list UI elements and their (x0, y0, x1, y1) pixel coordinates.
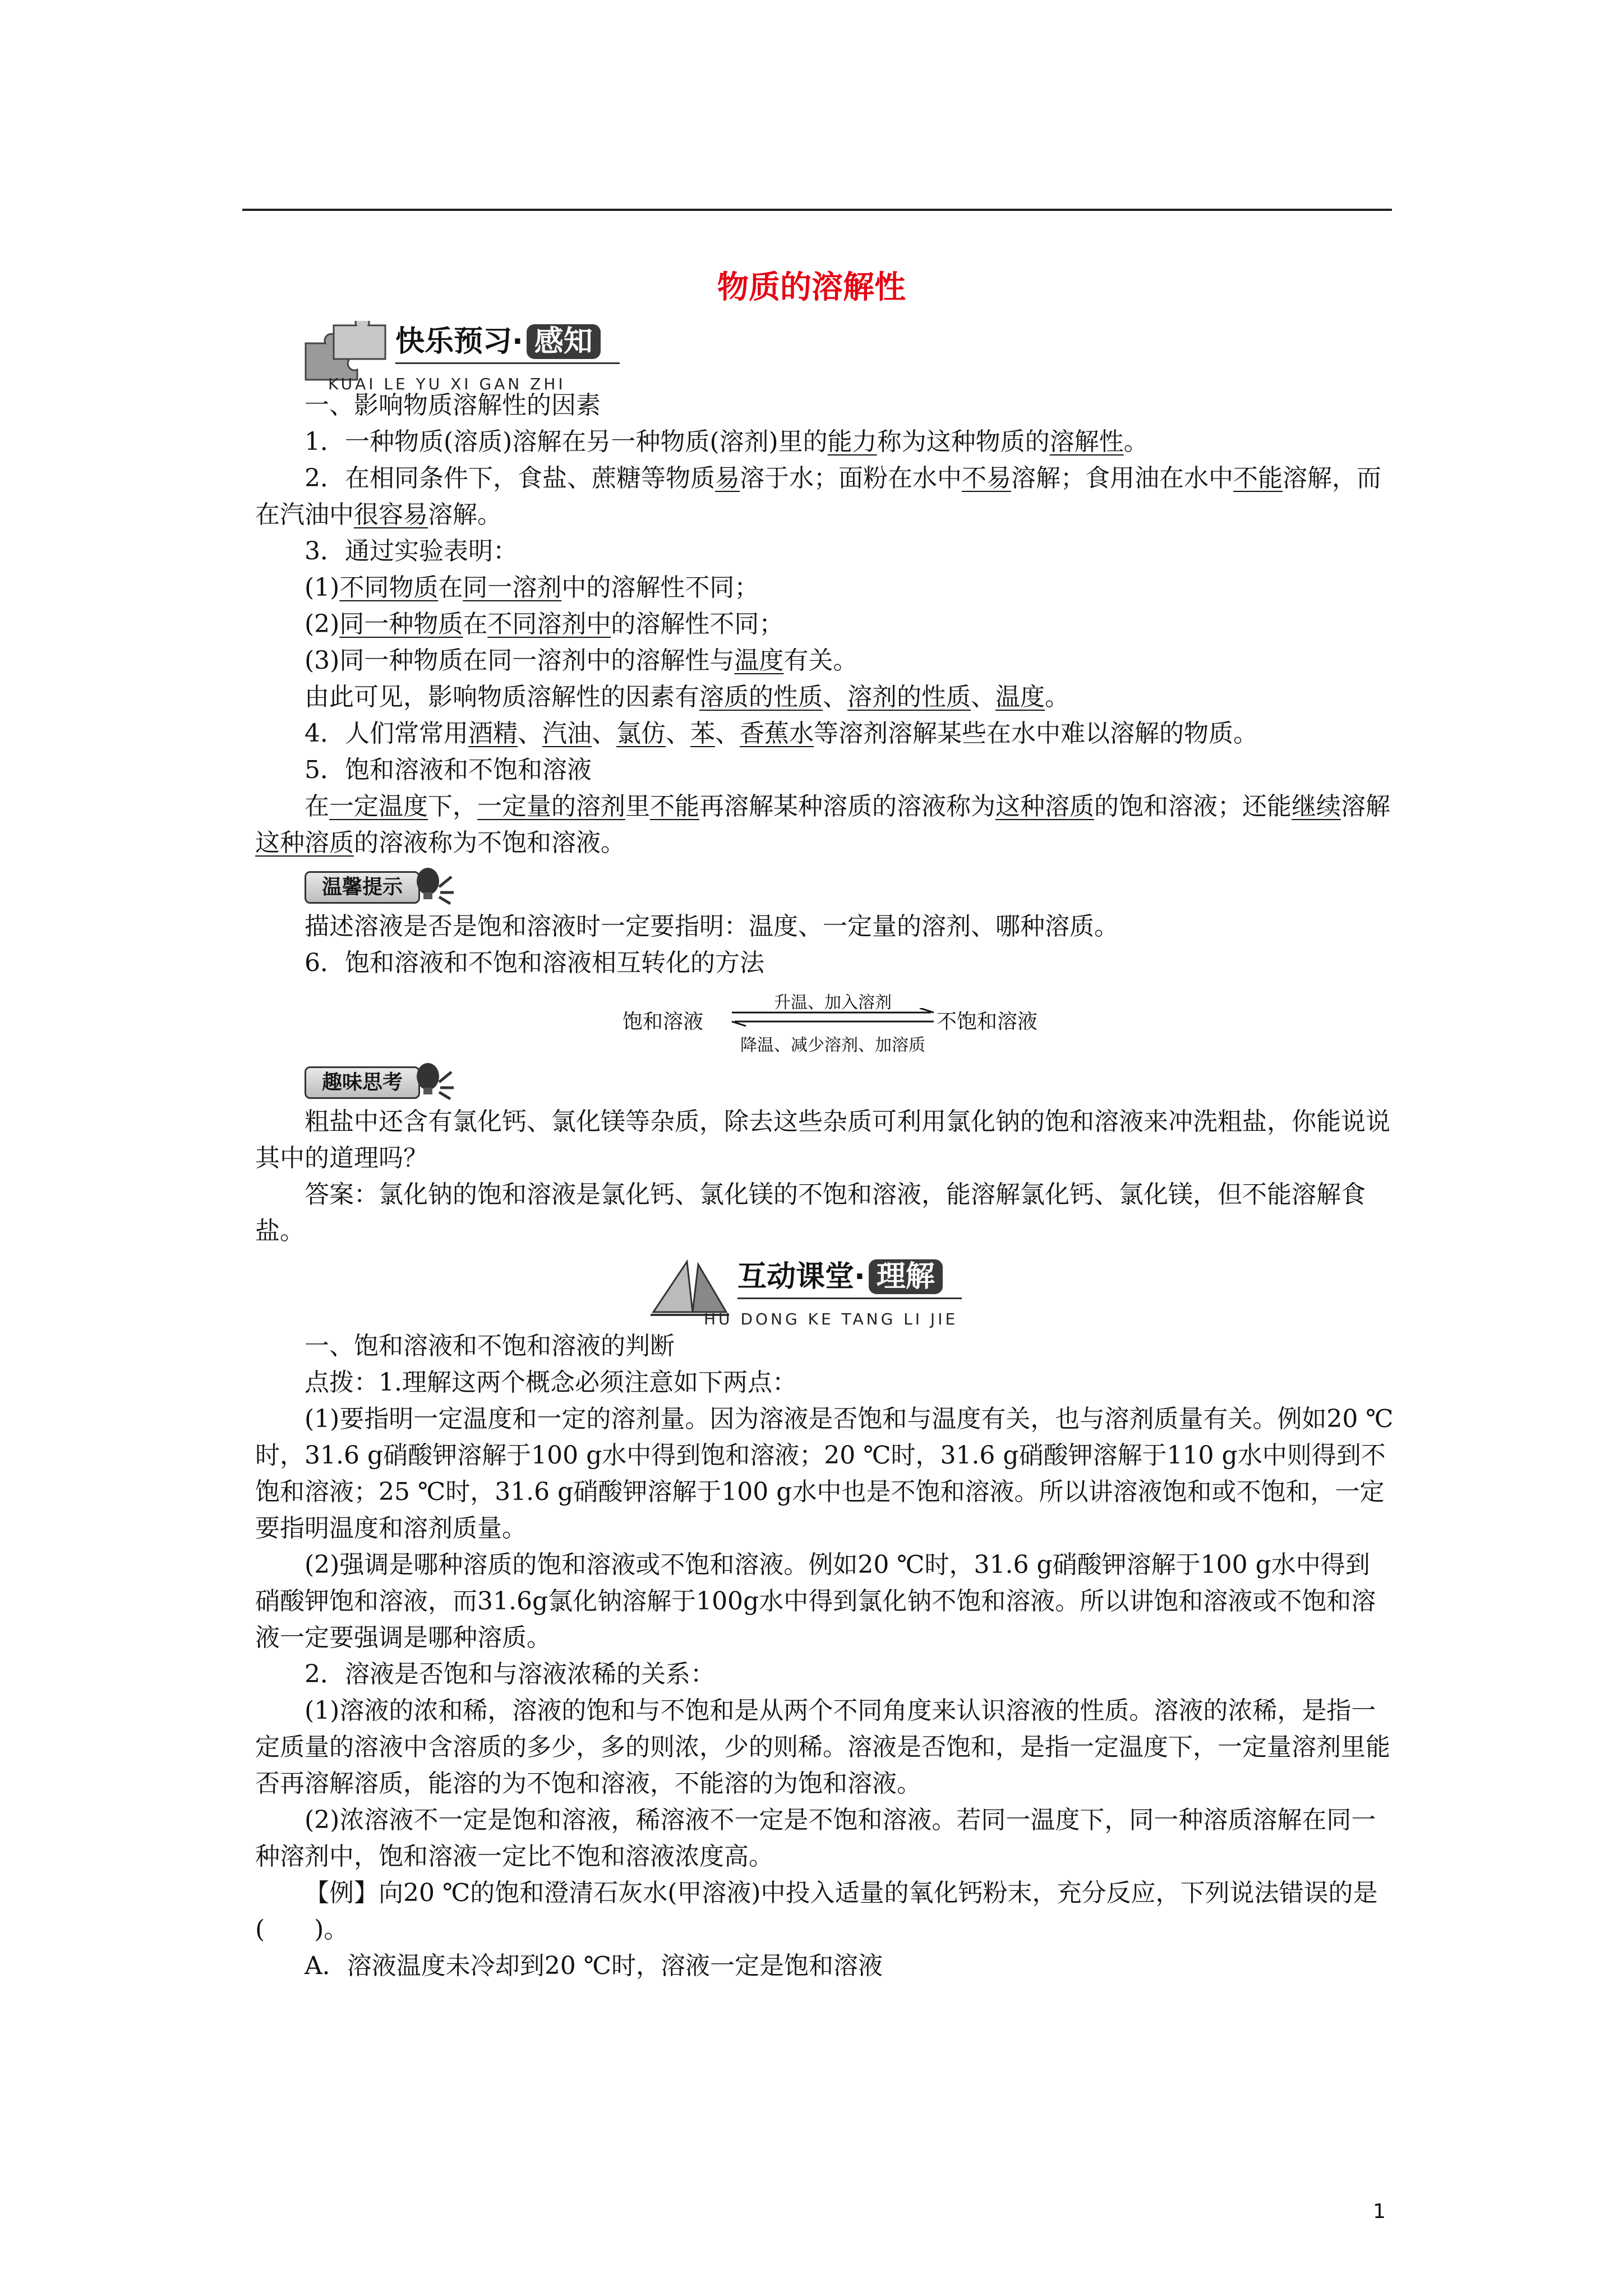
text-run: 、 (823, 683, 847, 711)
text-run: 里 (625, 792, 650, 821)
paragraph-3d (255, 679, 1394, 715)
tip-tag: 温馨提示 (305, 871, 420, 904)
banner-title: 互动课堂· 理解 (737, 1257, 943, 1296)
banner-underline (395, 362, 620, 364)
text-run: 2．在相同条件下，食盐、蔗糖等物质 (305, 464, 715, 493)
thinking-box (305, 1060, 1394, 1101)
paragraph: 2．溶液是否饱和与溶液浓稀的关系： (305, 1660, 715, 1688)
section-banner-preview (255, 314, 1394, 393)
paragraph-4 (255, 715, 1394, 752)
lightbulb-icon (411, 1060, 456, 1101)
text-run: 再溶解某种溶质的溶液称为 (699, 792, 995, 821)
text-run: (1) (305, 573, 340, 602)
paragraph-5: 5．饱和溶液和不饱和溶液 (305, 756, 592, 784)
paragraph: (2)浓溶液不一定是饱和溶液，稀溶液不一定是不饱和溶液。若同一温度下，同一种溶质溶解在同一种溶剂中，饱和溶液一定比不饱和溶液浓度高。 (255, 1806, 1376, 1871)
paragraph-6: 6．饱和溶液和不饱和溶液相互转化的方法 (305, 949, 764, 977)
page-number: 1 (1373, 2200, 1386, 2223)
text-run: 在 (463, 610, 488, 638)
forward-condition: 升温、加入溶剂 (774, 993, 892, 1013)
banner-highlight: 理解 (869, 1259, 943, 1294)
text-run: 。 (1123, 427, 1149, 456)
paragraph: (2)强调是哪种溶质的饱和溶液或不饱和溶液。例如20 ℃时，31.6 g硝酸钾溶解于100 g水中得到硝酸钾饱和溶液，而31.6g氯化钠溶解于100g水中得到氯化钠不饱和溶液。所以讲饱和溶液或不饱和溶液一定要强调是哪种溶质。 (255, 1550, 1376, 1652)
banner-title-text: 快乐预习 (395, 325, 513, 358)
text-run: 下， (428, 792, 477, 821)
banner-pinyin: KUAI LE YU XI GAN ZHI (328, 375, 566, 393)
blank-answer: 继续 (1292, 792, 1341, 821)
blank-answer: 一定温度 (329, 792, 428, 821)
lightbulb-icon (411, 864, 456, 906)
blank-answer: 很容易 (354, 500, 428, 529)
text-run: 等溶剂溶解某些在水中难以溶解的物质。 (814, 719, 1258, 748)
blank-answer: 易 (715, 464, 740, 493)
text-run: 溶解。 (428, 500, 502, 529)
blank-answer: 温度 (734, 646, 784, 675)
blank-answer: 苯 (690, 719, 715, 748)
conversion-diagram (255, 987, 1394, 1054)
header-rule (242, 209, 1392, 211)
text-run: 的溶解性不同； (611, 610, 784, 638)
unsaturated-label: 不饱和溶液 (937, 1010, 1038, 1033)
blank-answer: 温度 (995, 683, 1045, 711)
text-run: 在 (305, 792, 329, 821)
text-run: (2) (305, 610, 340, 638)
banner-title: 快乐预习· 感知 (395, 322, 601, 361)
paragraph-3b (255, 606, 1394, 642)
text-run: 由此可见，影响物质溶解性的因素有 (305, 683, 699, 711)
blank-answer: 酒精 (468, 719, 518, 748)
blank-answer: 不能 (650, 792, 699, 821)
blank-answer: 溶质的性质 (699, 683, 823, 711)
blank-answer: 不同物质 (339, 573, 439, 602)
text-run: 。 (1045, 683, 1069, 711)
banner-underline (737, 1297, 962, 1299)
text-run: 称为这种物质的 (877, 427, 1050, 456)
tip-box (305, 864, 1394, 906)
paragraph-5a (255, 788, 1394, 861)
blank-answer: 不同溶剂中 (487, 610, 611, 638)
blank-answer: 不易 (962, 464, 1011, 493)
reverse-condition: 降温、减少溶剂、加溶质 (740, 1036, 925, 1055)
document-body (255, 314, 1394, 1984)
blank-answer: 溶剂的性质 (847, 683, 971, 711)
text-run: 的溶液称为不饱和溶液。 (354, 829, 625, 857)
paragraph-1 (255, 424, 1394, 460)
reversible-arrow-icon (729, 1008, 937, 1027)
blank-answer: 这种溶质 (995, 792, 1094, 821)
page-title: 物质的溶解性 (717, 269, 906, 306)
text-run: 、 (715, 719, 740, 748)
blank-answer: 汽油 (542, 719, 592, 748)
text-run: 、 (592, 719, 616, 748)
blank-answer: 同一种物质 (339, 610, 463, 638)
blank-answer: 这种溶质 (255, 829, 354, 857)
option-a: A．溶液温度未冷却到20 ℃时，溶液一定是饱和溶液 (305, 1952, 883, 1980)
thinking-answer: 答案：氯化钠的饱和溶液是氯化钙、氯化镁的不饱和溶液，能溶解氯化钙、氯化镁，但不能溶解食盐。 (255, 1180, 1366, 1245)
text-run: 溶解 (1341, 792, 1390, 821)
tip-text: 描述溶液是否是饱和溶液时一定要指明：温度、一定量的溶剂、哪种溶质。 (305, 912, 1119, 941)
paragraph-2 (255, 460, 1394, 533)
example-question: 【例】向20 ℃的饱和澄清石灰水(甲溶液)中投入适量的氧化钙粉末，充分反应，下列说法错误的是( )。 (255, 1879, 1378, 1944)
text-run: 、 (971, 683, 995, 711)
paragraph: 点拨：1.理解这两个概念必须注意如下两点： (305, 1368, 797, 1397)
paragraph-3: 3．通过实验表明： (305, 537, 518, 565)
blank-answer: 同一溶剂 (463, 573, 562, 602)
saturated-label: 饱和溶液 (623, 1010, 704, 1033)
text-run: 溶解；食用油在水中 (1011, 464, 1233, 493)
text-run: 溶于水；面粉在水中 (740, 464, 962, 493)
blank-answer: 不能 (1233, 464, 1283, 493)
text-run: 有关。 (783, 646, 858, 675)
blank-answer: 溶解性 (1049, 427, 1124, 456)
banner-pinyin: HU DONG KE TANG LI JIE (704, 1310, 958, 1328)
banner-title-text: 互动课堂 (737, 1260, 855, 1294)
text-run: 、 (666, 719, 690, 748)
text-run: 溶解，而在汽油中 (255, 464, 1381, 529)
text-run: 中的溶解性不同； (561, 573, 759, 602)
text-run: 、 (518, 719, 542, 748)
blank-answer: 能力 (827, 427, 877, 456)
blank-answer: 氯仿 (616, 719, 666, 748)
section-heading: 一、饱和溶液和不饱和溶液的判断 (305, 1332, 675, 1360)
banner-highlight: 感知 (527, 324, 601, 359)
text-run: 的饱和溶液；还能 (1094, 792, 1292, 821)
section-banner-classroom (255, 1249, 1394, 1328)
text-run: 在 (438, 573, 463, 602)
paragraph: (1)要指明一定温度和一定的溶剂量。因为溶液是否饱和与温度有关，也与溶剂质量有关。例如20 ℃时，31.6 g硝酸钾溶解于100 g水中得到饱和溶液；20 ℃时，31.6 g硝酸钾溶解于110 g水中则得到不饱和溶液；25 ℃时，31.6 g硝酸钾溶解于100 g水中也是不饱和溶液。所以讲溶液饱和或不饱和，一定要指明温度和溶剂质量。 (255, 1405, 1394, 1543)
thinking-tag: 趣味思考 (305, 1066, 420, 1099)
paragraph-3a (255, 569, 1394, 606)
section-heading: 一、影响物质溶解性的因素 (305, 391, 601, 420)
paragraph-3c (255, 642, 1394, 679)
blank-answer: 香蕉水 (740, 719, 814, 748)
text-run: 1．一种物质(溶质)溶解在另一种物质(溶剂)里的 (305, 427, 828, 456)
blank-answer: 一定量的溶剂 (477, 792, 625, 821)
text-run: (3)同一种物质在同一溶剂中的溶解性与 (305, 646, 735, 675)
thinking-question: 粗盐中还含有氯化钙、氯化镁等杂质，除去这些杂质可利用氯化钠的饱和溶液来冲洗粗盐，你能说说其中的道理吗？ (255, 1107, 1390, 1172)
paragraph: (1)溶液的浓和稀，溶液的饱和与不饱和是从两个不同角度来认识溶液的性质。溶液的浓稀，是指一定质量的溶液中含溶质的多少，多的则浓，少的则稀。溶液是否饱和，是指一定温度下，一定量溶剂里能否再溶解溶质，能溶的为不饱和溶液，不能溶的为饱和溶液。 (255, 1696, 1390, 1798)
text-run: 4．人们常常用 (305, 719, 468, 748)
